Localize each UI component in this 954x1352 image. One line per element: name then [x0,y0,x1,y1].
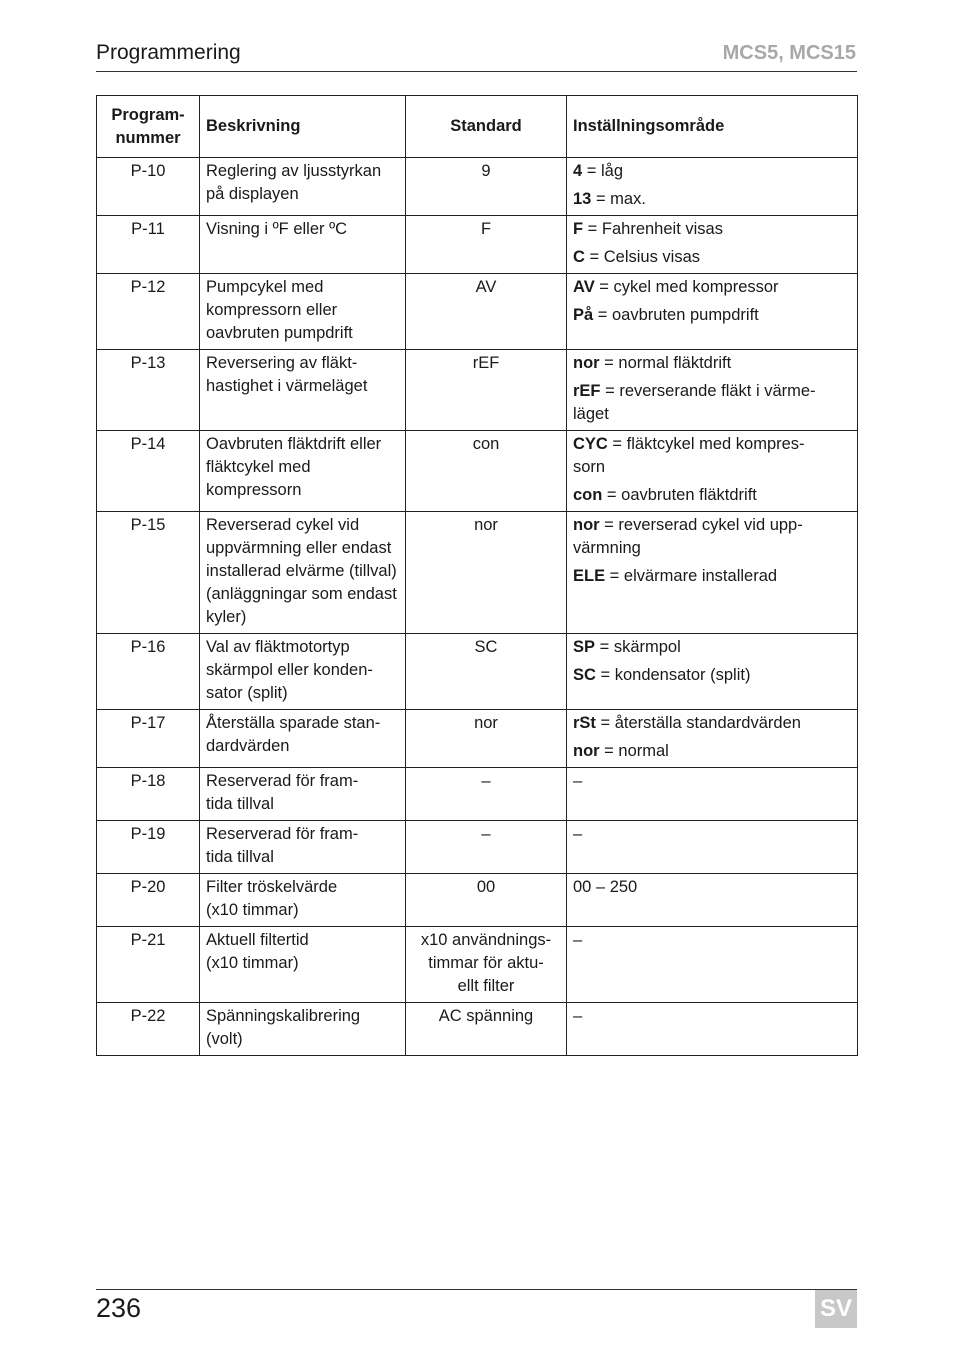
option-key: rSt [573,714,596,732]
option-text: – [573,931,583,949]
option-text: = oavbruten pumpdrift [593,306,759,324]
default-value: – [406,821,567,874]
setting-option [573,188,851,211]
option-key: 4 [573,162,583,180]
program-number: P-11 [97,216,200,274]
program-description: Reserverad för fram- tida tillval [200,821,406,874]
program-number: P-16 [97,634,200,710]
option-text: = reverserad cykel vid upp- värmning [573,516,803,557]
default-value: SC [406,634,567,710]
model-names: MCS5, MCS15 [722,42,856,64]
setting-option [573,770,851,793]
default-value: 9 [406,158,567,216]
program-description: Reserverad för fram- tida tillval [200,768,406,821]
option-key: nor [573,516,600,534]
option-text: 00 – 250 [573,878,638,896]
setting-range [567,512,858,634]
setting-range [567,274,858,350]
option-text: = elvärmare installerad [605,567,778,585]
option-key: rEF [573,382,601,400]
option-text: = reverserande fläkt i värme- läget [573,382,816,423]
option-text: = Fahrenheit visas [583,220,723,238]
setting-option [573,160,851,183]
program-number: P-14 [97,431,200,512]
setting-range [567,710,858,768]
program-description: Visning i ºF eller ºC [200,216,406,274]
table-row [97,821,858,874]
setting-option [573,276,851,299]
program-number: P-18 [97,768,200,821]
option-text: – [573,772,583,790]
program-description: Filter tröskelvärde (x10 timmar) [200,874,406,927]
option-key: På [573,306,594,324]
setting-option [573,740,851,763]
program-description: Pumpcykel med kompressorn eller oavbruten pumpdrift [200,274,406,350]
footer-divider [96,1289,857,1290]
setting-range [567,158,858,216]
program-description: Aktuell filtertid (x10 timmar) [200,927,406,1003]
setting-option [573,433,851,479]
table-row [97,216,858,274]
setting-option [573,514,851,560]
option-text: = normal [599,742,669,760]
option-key: nor [573,354,600,372]
program-description: Spänningskalibrering (volt) [200,1003,406,1056]
program-number: P-13 [97,350,200,431]
program-description: Återställa sparade stan- dardvärden [200,710,406,768]
program-description: Oavbruten fläktdrift eller fläktcykel med kompressorn [200,431,406,512]
option-key: 13 [573,190,592,208]
page-number: 236 [96,1293,142,1323]
default-value: AC spänning [406,1003,567,1056]
option-key: con [573,486,603,504]
setting-option [573,712,851,735]
program-number: P-19 [97,821,200,874]
option-key: C [573,248,585,266]
setting-option [573,1005,851,1028]
setting-range [567,350,858,431]
setting-option [573,565,851,588]
option-text: – [573,825,583,843]
header-description: Beskrivning [200,96,406,158]
setting-option [573,664,851,687]
default-value: x10 användnings- timmar för aktu- ellt filter [406,927,567,1003]
language-badge: SV [815,1290,857,1328]
option-text: = Celsius visas [584,248,701,266]
setting-option [573,484,851,507]
setting-option [573,246,851,269]
program-description: Val av fläktmotortyp skärmpol eller konden- sator (split) [200,634,406,710]
header-program-number: Program- nummer [97,96,200,158]
option-text: = låg [582,162,624,180]
table-row [97,512,858,634]
program-table [96,95,858,1056]
program-number: P-22 [97,1003,200,1056]
option-key: nor [573,742,600,760]
option-text: = skärmpol [595,638,681,656]
setting-option [573,218,851,241]
setting-option [573,636,851,659]
setting-option [573,304,851,327]
setting-option [573,352,851,375]
setting-range [567,634,858,710]
option-key: CYC [573,435,608,453]
setting-range [567,874,858,927]
default-value: nor [406,512,567,634]
default-value: AV [406,274,567,350]
program-number: P-21 [97,927,200,1003]
program-description: Reglering av ljusstyrkan på displayen [200,158,406,216]
default-value: 00 [406,874,567,927]
program-description: Reverserad cykel vid uppvärmning eller endast installerad elvärme (tillval) (anläggningar som endast kyler) [200,512,406,634]
default-value: rEF [406,350,567,431]
option-key: SC [573,666,596,684]
option-key: ELE [573,567,606,585]
table-row [97,1003,858,1056]
default-value: – [406,768,567,821]
option-key: F [573,220,584,238]
program-description: Reversering av fläkt- hastighet i värmeläget [200,350,406,431]
setting-option [573,380,851,426]
default-value: F [406,216,567,274]
program-number: P-12 [97,274,200,350]
option-text: = max. [591,190,646,208]
option-text: = kondensator (split) [595,666,751,684]
program-number: P-17 [97,710,200,768]
setting-option [573,929,851,952]
table-row [97,274,858,350]
default-value: con [406,431,567,512]
option-key: AV [573,278,595,296]
option-text: = återställa standardvärden [595,714,801,732]
default-value: nor [406,710,567,768]
header-setting-range: Inställningsområde [567,96,858,158]
table-row [97,350,858,431]
setting-range [567,821,858,874]
option-text: = fläktcykel med kompres- sorn [573,435,805,476]
table-header-row [97,96,858,158]
table-row [97,768,858,821]
section-title: Programmering [96,41,241,64]
setting-option [573,823,851,846]
table-row [97,710,858,768]
option-text: = oavbruten fläktdrift [602,486,757,504]
table-row [97,158,858,216]
program-number: P-15 [97,512,200,634]
option-key: SP [573,638,596,656]
setting-range [567,927,858,1003]
setting-option [573,876,851,899]
setting-range [567,431,858,512]
program-number: P-10 [97,158,200,216]
header-divider [96,71,857,72]
option-text: = normal fläktdrift [599,354,732,372]
table-row [97,874,858,927]
table-row [97,431,858,512]
setting-range [567,768,858,821]
setting-range [567,1003,858,1056]
header-standard: Standard [406,96,567,158]
option-text: = cykel med kompressor [594,278,779,296]
table-row [97,927,858,1003]
setting-range [567,216,858,274]
option-text: – [573,1007,583,1025]
program-number: P-20 [97,874,200,927]
table-row [97,634,858,710]
